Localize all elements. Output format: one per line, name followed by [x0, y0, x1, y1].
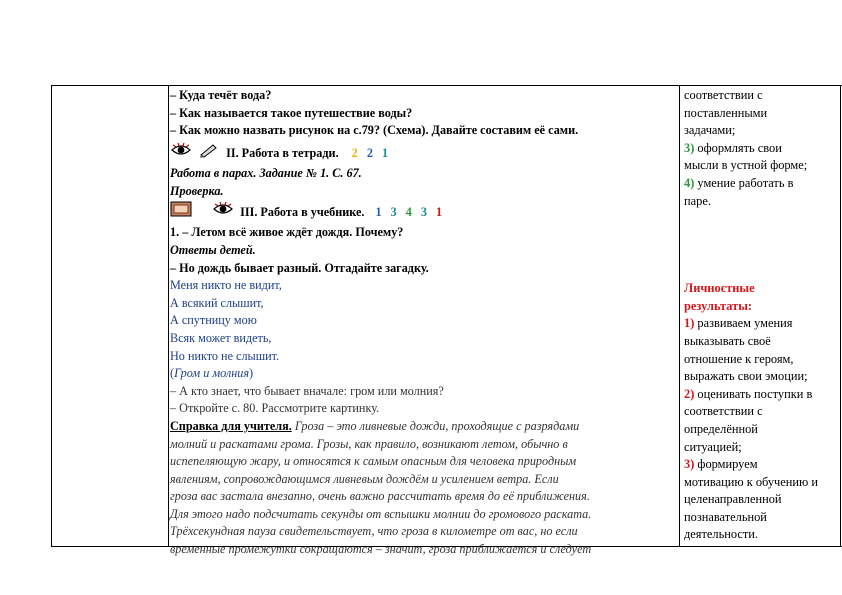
question-line: – Но дождь бывает разный. Отгадайте загадку. [170, 260, 429, 275]
riddle-line: Но никто не слышит. [170, 348, 280, 363]
picture-icon [170, 201, 192, 224]
results-line: ситуацией; [684, 439, 742, 454]
lesson-content-cell [170, 87, 730, 557]
results-line: деятельности. [684, 527, 759, 542]
section-2-heading [170, 140, 730, 166]
section-2-title: II. Работа в тетради. [226, 145, 339, 160]
personal-item-3: 3) формируем [684, 457, 758, 472]
riddle-line: А спутницу мою [170, 313, 257, 328]
table-border-right [840, 85, 841, 547]
riddle-answer: Гром и молния [174, 366, 250, 381]
personal-results-title: Личностные [684, 281, 755, 296]
section-3-heading [170, 201, 730, 225]
teacher-note-label: Справка для учителя. [170, 418, 292, 433]
results-line: отношение к героям, [684, 351, 794, 366]
riddle-answer-line: (Гром и молния) [170, 366, 254, 381]
check-line: Проверка. [170, 184, 224, 199]
results-cell [684, 87, 840, 545]
personal-results-title: результаты: [684, 298, 753, 313]
section-3-num-blue: 1 [375, 204, 382, 219]
question-line: – Как называется такое путешествие воды? [170, 105, 413, 120]
teacher-note-line: временные промежутки сокращаются – значит, гроза приближается и следует [170, 542, 592, 557]
results-line: целенаправленной [684, 492, 782, 507]
personal-item-1: 1) развиваем умения [684, 316, 793, 331]
section-3-num-red: 1 [436, 204, 443, 219]
teacher-note-line [170, 418, 730, 436]
table-border-left [51, 85, 52, 547]
results-item-3: 3) оформлять свои [684, 140, 782, 155]
personal-item-2: 2) оценивать поступки в [684, 386, 813, 401]
results-item-4: 4) умение работать в [684, 175, 794, 190]
section-3-num-teal: 3 [390, 204, 397, 219]
pencil-icon [198, 142, 220, 165]
teacher-note-line: молний и раскатами грома. Грозы, как правило, возникают летом, обычно в [170, 436, 568, 451]
teacher-note-line: испепеляющую жару, и относятся к самым опасным для человека природным [170, 454, 577, 469]
results-line: познавательной [684, 509, 767, 524]
teacher-note-text: Гроза – это ливневые дожди, проходящие с разрядами [291, 418, 580, 433]
section-3-num-teal-2: 3 [420, 204, 427, 219]
riddle-line: Всяк может видеть, [170, 330, 272, 345]
teacher-note-line: Трёхсекундная пауза свидетельствует, что гроза в километре от вас, но если [170, 524, 578, 539]
teacher-note-line: гроза вас застала внезапно, очень важно рассчитать время до её приближения. [170, 489, 590, 504]
question-line: – Как можно назвать рисунок на с.79? (Схема). Давайте составим её сами. [170, 123, 579, 138]
results-line: мотивацию к обучению и [684, 474, 819, 489]
results-line: поставленными [684, 105, 768, 120]
table-divider-1 [168, 85, 169, 547]
section-2-num-teal: 1 [381, 145, 389, 160]
pair-work-line: Работа в парах. Задание № 1. С. 67. [170, 166, 362, 181]
lesson-table [51, 85, 842, 557]
riddle-line: А всякий слышит, [170, 295, 264, 310]
results-line: мысли в устной форме; [684, 158, 808, 173]
results-line: выражать свои эмоции; [684, 369, 808, 384]
question-line: – Откройте с. 80. Рассмотрите картинку. [170, 401, 380, 416]
question-line: – Куда течёт вода? [170, 88, 272, 102]
results-line: выказывать своё [684, 333, 771, 348]
results-line: паре. [684, 193, 711, 208]
eye-icon [212, 201, 234, 224]
teacher-note-line: явлениям, сопровождающимся ливневым дождём и усилением ветра. Если [170, 471, 559, 486]
question-line: 1. – Летом всё живое ждёт дождя. Почему? [170, 225, 404, 240]
results-line: задачами; [684, 123, 736, 138]
eye-icon [170, 142, 192, 165]
section-3-num-green: 4 [405, 204, 412, 219]
results-line: определённой [684, 421, 758, 436]
results-line: соответствии с [684, 88, 763, 102]
riddle-line: Меня никто не видит, [170, 278, 282, 293]
teacher-note-line: Для этого надо подсчитать секунды от вспышки молнии до громового раската. [170, 506, 592, 521]
section-2-num-yellow: 2 [351, 145, 358, 160]
table-border-top [51, 85, 842, 86]
question-line: – А кто знает, что бывает вначале: гром или молния? [170, 383, 444, 398]
section-3-title: III. Работа в учебнике. [240, 204, 365, 219]
section-2-num-blue: 2 [366, 145, 373, 160]
answers-line: Ответы детей. [170, 242, 256, 257]
spacer [684, 210, 840, 280]
results-line: соответствии с [684, 404, 763, 419]
